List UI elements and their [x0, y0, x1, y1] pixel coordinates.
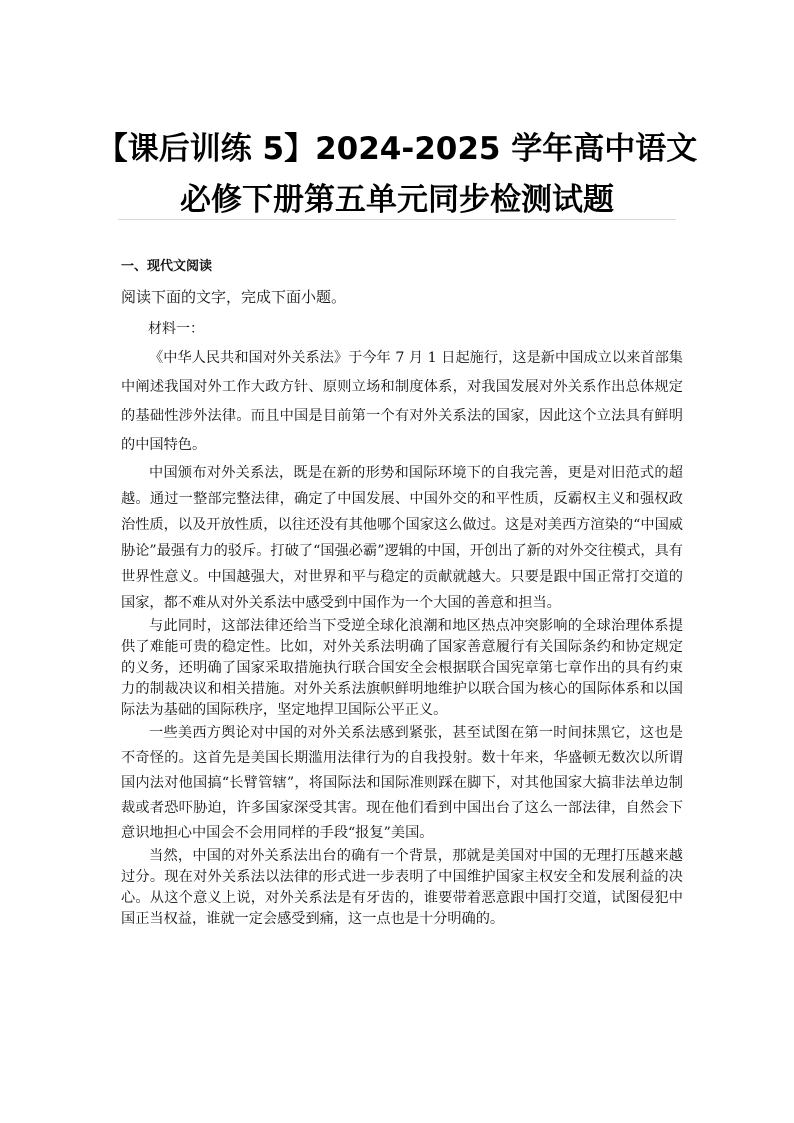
paragraph-2: 中国颁布对外关系法，既是在新的形势和国际环境下的自我完善，更是对旧范式的超越。通过一整部完整法律，确定了中国发展、中国外交的和平性质，反霸权主义和强权政治性质，以及开放性质，以往还没有其他哪个国家这么做过。这是对美西方渲染的“中国威胁论”最强有力的驳斥。打破了“国强必霸”逻辑的中国，开创出了新的对外交往模式，具有世界性意义。中国越强大，对世界和平与稳定的贡献就越大。只要是跟中国正常打交道的国家，都不难从对外关系法中感受到中国作为一个大国的善意和担当。 — [121, 465, 683, 611]
section-heading: 一、现代文阅读 — [121, 259, 213, 274]
paragraph-1: 《中华人民共和国对外关系法》于今年 7 月 1 日起施行，这是新中国成立以来首部集中阐述我国对外工作大政方针、原则立场和制度体系，对我国发展对外关系作出总体规定的基础性涉外法律。而且中国是目前第一个有对外关系法的国家，因此这个立法具有鲜明的中国特色。 — [121, 350, 683, 453]
document-title-line-2: 必修下册第五单元同步检测试题 — [180, 182, 614, 218]
paragraph-3: 与此同时，这部法律还给当下受逆全球化浪潮和地区热点冲突影响的全球治理体系提供了难能可贵的稳定性。比如，对外关系法明确了国家善意履行有关国际条约和协定规定的义务，还明确了国家采取措施执行联合国安全会根据联合国宪章第七章作出的具有约束力的制裁决议和相关措施。对外关系法旗帜鲜明地维护以联合国为核心的国际体系和以国际法为基础的国际秩序，坚定地捍卫国际公平正义。 — [121, 618, 683, 718]
document-title-line-1: 【课后训练 5】2024-2025 学年高中语文 — [96, 131, 698, 167]
title-divider — [118, 219, 676, 220]
material-label: 材料一： — [148, 321, 204, 337]
article-body — [121, 344, 683, 930]
paragraph-5: 当然，中国的对外关系法出台的确有一个背景，那就是美国对中国的无理打压越来越过分。现在对外关系法以法律的形式进一步表明了中国维护国家主权安全和发展利益的决心。从这个意义上说，对外关系法是有牙齿的，谁要带着恶意跟中国打交道，试图侵犯中国正当权益，谁就一定会感受到痛，这一点也是十分明确的。 — [121, 848, 683, 927]
reading-instruction: 阅读下面的文字，完成下面小题。 — [121, 288, 347, 306]
paragraph-4: 一些美西方舆论对中国的对外关系法感到紧张，甚至试图在第一时间抹黑它，这也是不奇怪的。这首先是美国长期滥用法律行为的自我投射。数十年来，华盛顿无数次以所谓国内法对他国搞“长臂管辖”，将国际法和国际准则踩在脚下，对其他国家大搞非法单边制裁或者恐吓胁迫，许多国家深受其害。现在他们看到中国出台了这么一部法律，自然会下意识地担心中国会不会用同样的手段“报复”美国。 — [121, 725, 683, 841]
